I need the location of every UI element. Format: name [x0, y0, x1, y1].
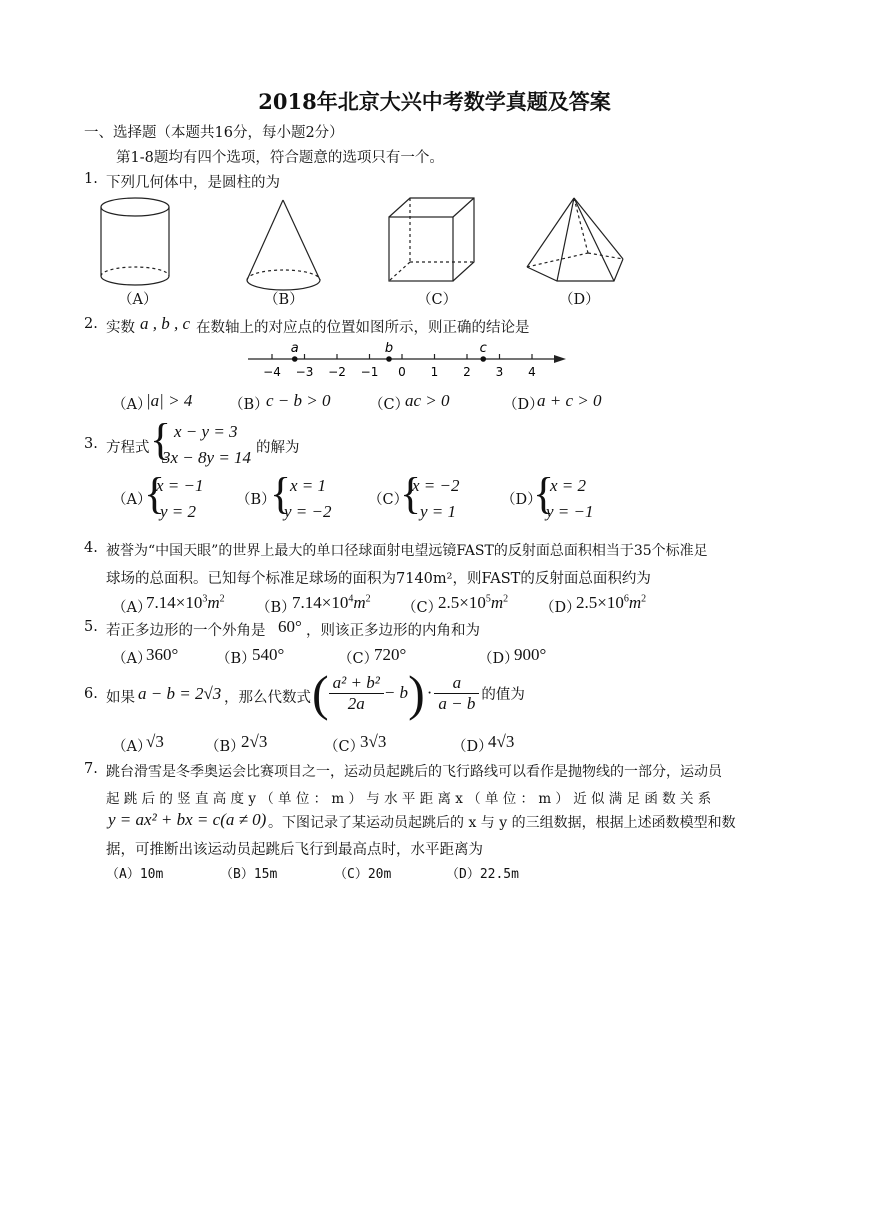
q5-opt-b-value: 540° — [252, 645, 285, 664]
q7-line3: 。下图记录了某运动员起跳后的 x 与 y 的三组数据，根据上述函数模型和数 — [268, 815, 736, 831]
cube-shape — [389, 198, 474, 281]
q3-system-brace: { — [150, 415, 172, 464]
q3-opt-c-brace: { — [400, 469, 422, 518]
q5-text-b: ，则该正多边形的内角和为 — [306, 623, 480, 639]
q2-vars: a , b , c — [140, 314, 191, 333]
q6-fraction-1 — [329, 673, 384, 714]
q3-text-b: 的解为 — [256, 440, 300, 456]
q6-text-b: ，那么代数式 — [224, 690, 311, 706]
q6-fraction-2 — [434, 673, 479, 714]
axis-tick-label: 3 — [495, 365, 504, 379]
instruction-text: 第1-8题均有四个选项，符合题意的选项只有一个。 — [116, 150, 444, 166]
q3-opt-c-label: （C） — [368, 492, 409, 508]
q5-opt-a-value: 360° — [146, 645, 179, 664]
q6-opt-c-value: 3√3 — [360, 732, 387, 751]
q7-opt-c-value: 20m — [367, 867, 392, 882]
q1-label-d: （D） — [559, 292, 600, 308]
q7-opt-a-value: 10m — [139, 867, 164, 882]
q6-opt-a-value: √3 — [146, 732, 164, 751]
q7-line1: 跳台滑雪是冬季奥运会比赛项目之一，运动员起跳后的飞行路线可以看作是抛物线的一部分，运动员 — [106, 764, 722, 780]
pyramid-shape — [527, 198, 623, 281]
q1-text: 下列几何体中，是圆柱的为 — [106, 175, 280, 191]
q5-opt-b-label: （B） — [216, 651, 256, 667]
axis-tick-label: 2 — [463, 365, 471, 379]
axis-tick-label: 4 — [528, 365, 536, 379]
cone-shape — [247, 200, 320, 290]
q1-label-b: （B） — [264, 292, 304, 308]
axis-point-label: a — [290, 341, 299, 356]
q6-frac1-den: 2a — [347, 693, 365, 713]
q4-number: 4. — [84, 540, 98, 556]
q6-frac2-num: a — [434, 673, 479, 694]
q6-frac2-den: a − b — [438, 693, 476, 713]
q5-opt-d-value: 900° — [514, 645, 547, 664]
cylinder-shape — [101, 198, 169, 285]
axis-point-label: b — [384, 341, 394, 356]
q3-opt-d-y: y = −1 — [546, 502, 594, 521]
q1-label-a: （A） — [118, 292, 158, 308]
q3-opt-a-x: x = −1 — [156, 476, 204, 495]
q7-opt-a-label: （A） — [106, 867, 140, 882]
q4-opt-d-value: $2.5\times 10^6m^2$ — [576, 593, 647, 612]
q7-opt-d-label: （D） — [446, 867, 480, 882]
q3-opt-b-brace: { — [270, 469, 292, 518]
q3-number: 3. — [84, 436, 98, 452]
q3-opt-d-brace: { — [533, 469, 555, 518]
axis-point — [480, 356, 486, 362]
q4-opt-a-value: $7.14\times 10^3m^2$ — [146, 593, 225, 612]
q4-opt-b-label: （B） — [256, 600, 296, 616]
q4-line1: 被誉为“中国天眼”的世界上最大的单口径球面射电望远镜FAST的反射面总面积相当于35个标准足 — [106, 543, 708, 559]
q3-opt-a-brace: { — [144, 469, 166, 518]
q3-opt-d-x: x = 2 — [550, 476, 587, 495]
q6-opt-d-value: 4√3 — [488, 732, 515, 751]
q1-label-c: （C） — [417, 292, 458, 308]
q6-opt-a-label: （A） — [112, 739, 152, 755]
q3-opt-c-y: y = 1 — [420, 502, 457, 521]
q6-expression — [312, 665, 525, 721]
q3-opt-b-x: x = 1 — [290, 476, 327, 495]
q6-condition: a − b = 2√3 — [138, 684, 222, 703]
q2-opt-b-expr: c − b > 0 — [266, 391, 331, 410]
axis-tick-label: 1 — [430, 365, 439, 379]
q3-sys-eq2: 3x − 8y = 14 — [162, 448, 252, 467]
q2-text-a: 实数 — [106, 320, 135, 336]
q5-opt-d-label: （D） — [478, 651, 519, 667]
q7-line4: 据，可推断出该运动员起跳后飞行到最高点时，水平距离为 — [106, 842, 483, 858]
q5-text-a: 若正多边形的一个外角是 — [106, 623, 266, 639]
q7-number: 7. — [84, 761, 98, 777]
axis-tick-label: −4 — [263, 365, 281, 379]
axis-tick-label: −2 — [328, 365, 346, 379]
q7-opt-c-label: （C） — [334, 867, 368, 882]
q2-opt-d-expr: a + c > 0 — [537, 391, 602, 410]
q2-number: 2. — [84, 316, 98, 332]
axis-point-label: c — [479, 341, 487, 356]
q2-opt-c-expr: ac > 0 — [405, 391, 450, 410]
q6-opt-b-label: （B） — [205, 739, 245, 755]
q7-opt-b — [220, 863, 277, 882]
q4-opt-c-value: $2.5\times 10^5m^2$ — [438, 593, 509, 612]
q6-text-a: 如果 — [106, 690, 135, 706]
q5-opt-c-label: （C） — [338, 651, 379, 667]
q7-opt-b-label: （B） — [220, 867, 254, 882]
axis-point — [386, 356, 392, 362]
q7-formula: y = ax² + bx = c(a ≠ 0) — [108, 810, 267, 829]
q3-opt-d-label: （D） — [501, 492, 542, 508]
q6-dot: · — [426, 683, 433, 702]
q6-right-paren: ) — [408, 665, 425, 721]
q5-opt-c-value: 720° — [374, 645, 407, 664]
q3-opt-a-label: （A） — [112, 492, 152, 508]
q5-angle: 60° — [278, 617, 302, 636]
q7-opt-a — [106, 863, 163, 882]
q6-minus-b: − b — [383, 683, 409, 702]
section-heading: 一、选择题（本题共16分，每小题2分） — [84, 125, 344, 141]
q7-opt-b-value: 15m — [253, 867, 278, 882]
q4-opt-a-label: （A） — [112, 600, 152, 616]
q4-opt-d-label: （D） — [540, 600, 581, 616]
q5-opt-a-label: （A） — [112, 651, 152, 667]
q7-opt-c — [334, 863, 391, 882]
q7-line2: 起 跳 后 的 竖 直 高 度 y （ 单 位 ： m ） 与 水 平 距 离 x （ 单 位 ： m ） 近 似 满 足 函 数 关 系 — [106, 791, 712, 807]
q2-opt-a-expr: |a| > 4 — [146, 391, 193, 410]
q6-frac1-num: a² + b² — [329, 673, 384, 694]
page-title: 2018年北京大兴中考数学真题及答案 — [258, 89, 611, 114]
q3-opt-c-x: x = −2 — [412, 476, 460, 495]
q2-opt-a-label: （A） — [112, 397, 152, 413]
axis-tick-label: −3 — [295, 365, 314, 379]
axis-point — [292, 356, 298, 362]
q2-opt-c-label: （C） — [369, 397, 410, 413]
q2-text-b: 在数轴上的对应点的位置如图所示，则正确的结论是 — [196, 320, 530, 336]
q3-opt-a-y: y = 2 — [160, 502, 197, 521]
q6-opt-d-label: （D） — [452, 739, 493, 755]
q6-left-paren: ( — [312, 665, 329, 721]
q2-opt-b-label: （B） — [229, 397, 269, 413]
q6-opt-c-label: （C） — [324, 739, 365, 755]
q3-sys-eq1: x − y = 3 — [174, 422, 238, 441]
q7-opt-d — [446, 863, 519, 882]
q2-opt-d-label: （D） — [503, 397, 544, 413]
q5-number: 5. — [84, 619, 98, 635]
q2-number-line — [240, 340, 580, 386]
q6-number: 6. — [84, 686, 98, 702]
q6-text-c: 的值为 — [481, 686, 525, 703]
q4-opt-c-label: （C） — [402, 600, 443, 616]
q3-text-a: 方程式 — [106, 440, 150, 456]
q3-opt-b-y: y = −2 — [284, 502, 332, 521]
q3-opt-b-label: （B） — [236, 492, 276, 508]
q4-opt-b-value: $7.14\times 10^4m^2$ — [292, 593, 371, 612]
q1-number: 1. — [84, 171, 98, 187]
q6-opt-b-value: 2√3 — [241, 732, 268, 751]
axis-tick-label: 0 — [398, 365, 406, 379]
axis-tick-label: −1 — [360, 365, 379, 379]
q7-opt-d-value: 22.5m — [479, 867, 519, 882]
q4-line2: 球场的总面积。已知每个标准足球场的面积为7140m²，则FAST的反射面总面积约为 — [106, 571, 651, 587]
